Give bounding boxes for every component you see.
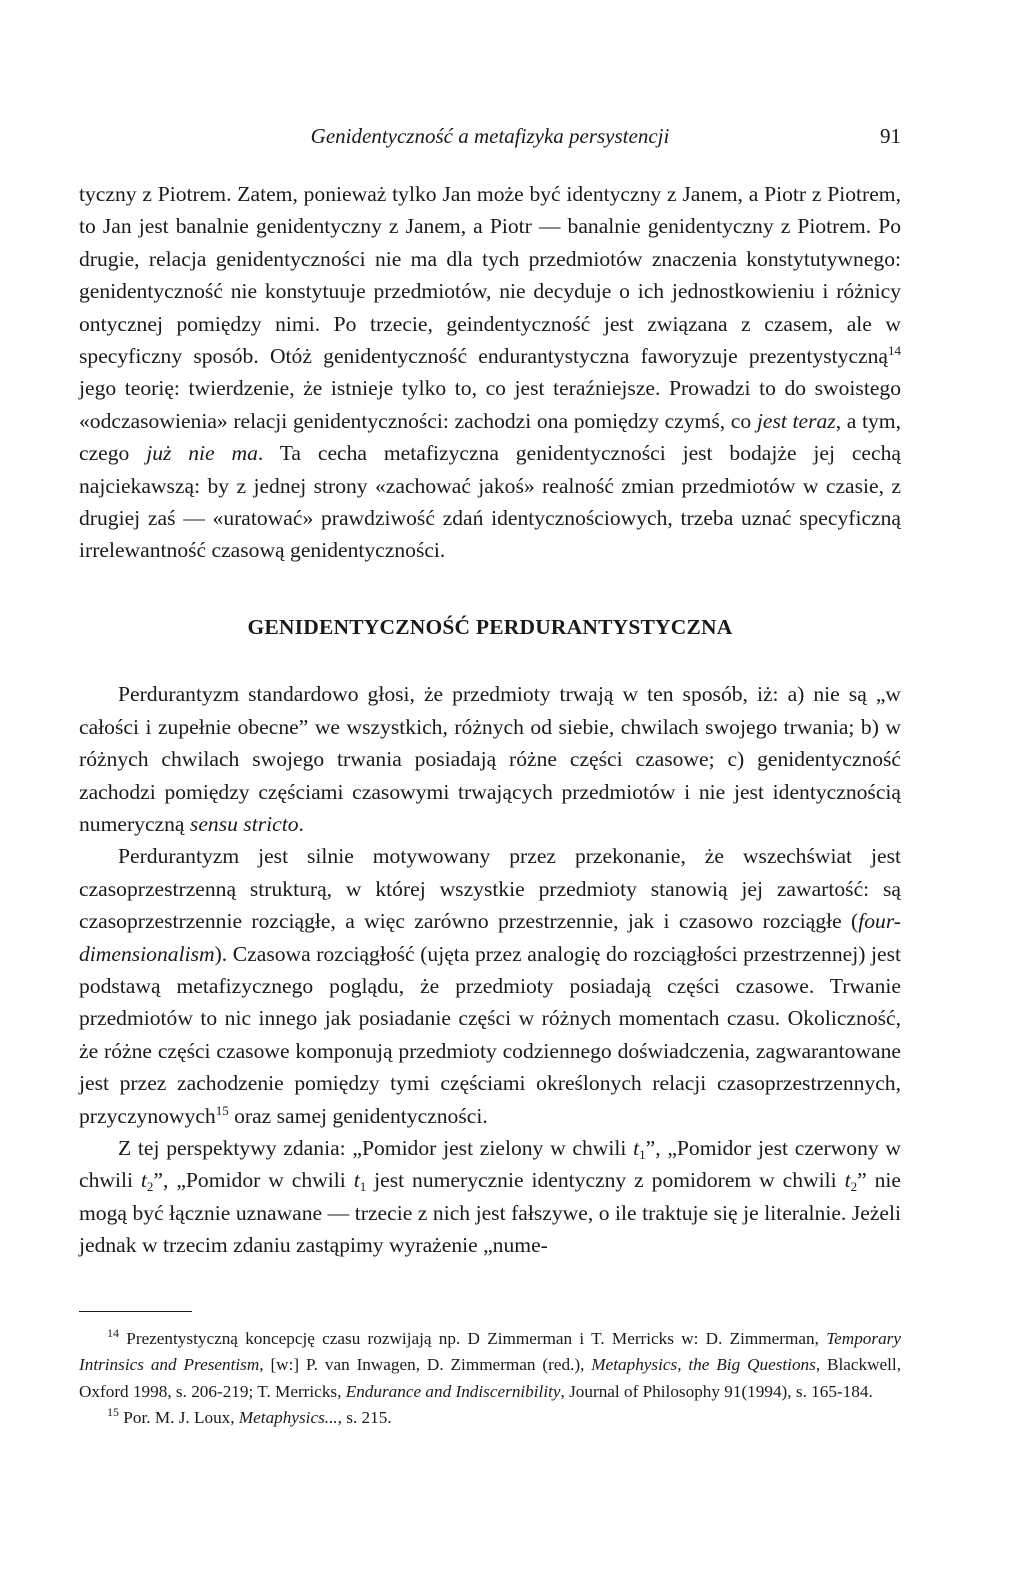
text-run: oraz samej genidentyczności. [228, 1103, 488, 1128]
emphasis: Metaphysics... [238, 1408, 338, 1428]
emphasis: four-dimensionalism [79, 909, 901, 966]
text-run: jego teorię: twierdzenie, że istnieje tylko to, co jest teraźniejsze. Prowadzi to do swoistego «odczasowienia» relacji genidentyczności: zachodzi ona pomiędzy czymś, co [79, 376, 901, 433]
paragraph-tomato-example [79, 1132, 901, 1262]
emphasis: jest teraz [756, 408, 836, 433]
running-head [79, 118, 901, 158]
text-run: tyczny z Piotrem. Zatem, ponieważ tylko Jan może być identyczny z Janem, a Piotr z Piotrem, to Jan jest banalnie genidentyczny z Janem, a Piotr — banalnie genidentyczny z Piotrem. Po drugie, relacja genidentyczności nie ma dla tych przedmiotów znaczenia konstytutywnego: genidentyczność nie konstytuuje przedmiotów, nie decyduje o ich jednostkowieniu i różnicy ontycznej pomiędzy nimi. Po trzecie, geindentyczność jest związana z czasem, ale w specyficzny sposób. Otóż genidentyczność endurantystyczna faworyzuje prezentystyczną [79, 182, 901, 369]
text-run: , s. 215. [337, 1408, 392, 1428]
variable-t: t [633, 1135, 640, 1160]
emphasis: Temporary Intrinsics and Presentism [79, 1328, 901, 1375]
subscript: 1 [639, 1146, 646, 1162]
text-run: , [w:] P. van Inwagen, D. Zimmerman (red.), [259, 1355, 592, 1375]
subscript: 2 [850, 1179, 858, 1195]
text-run: . Ta cecha metafizyczna genidentyczności jest bodajże jej cechą najciekawszą: by z jednej strony «zachować jakoś» realność zmian przedmiotów w czasie, z drugiej zaś — «uratować» prawdziwość zdań identycznościowych, trzeba uznać specyficzną irrelewantność czasową genidentyczności. [79, 441, 901, 563]
variable-t: t [353, 1168, 360, 1193]
text-run: ” nie mogą być łącznie uznawane — trzecie z nich jest fałszywe, o ile traktuje się je literalnie. Jeżeli jednak w trzecim zdaniu zastąpimy wyrażenie „nume- [79, 1168, 901, 1258]
footnote-14 [79, 1326, 901, 1406]
text-run: . [298, 811, 304, 836]
emphasis: sensu stricto [189, 811, 299, 836]
running-title: Genidentyczność a metafizyka persystencji [310, 124, 670, 148]
footnote-number: 15 [107, 1405, 119, 1420]
emphasis: Metaphysics, the Big Questions [591, 1355, 816, 1375]
subscript: 2 [146, 1179, 154, 1195]
emphasis: Endurance and Indiscernibility [345, 1381, 561, 1401]
paragraph-perdurantism-motivation [79, 840, 901, 1132]
footnote-15 [79, 1405, 901, 1432]
text-run: Por. M. J. Loux, [119, 1408, 239, 1428]
section-heading: GENIDENTYCZNOŚĆ PERDURANTYSTYCZNA [247, 614, 733, 639]
footnotes [79, 1326, 901, 1432]
footnote-ref-15: 15 [215, 1102, 229, 1118]
body-text [79, 178, 901, 1262]
emphasis: już nie ma [146, 441, 258, 466]
text-run: ”, „Pomidor jest czerwony w chwili [79, 1135, 901, 1193]
page-number: 91 [880, 124, 901, 148]
variable-t: t [140, 1168, 147, 1193]
text-run: Prezentystyczną koncepcję czasu rozwijają np. D Zimmerman i T. Merricks w: D. Zimmerman, [119, 1328, 827, 1348]
text-run: , a tym, czego [79, 408, 902, 466]
variable-t: t [844, 1168, 851, 1193]
text-run: ”, „Pomidor w chwili [153, 1168, 354, 1193]
footnote-ref-14: 14 [888, 343, 901, 359]
text-run: Perdurantyzm standardowo głosi, że przedmioty trwają w ten sposób, iż: a) nie są „w całości i zupełnie obecne” we wszystkich, różnych od siebie, chwilach swojego trwania; b) w różnych chwilach swojego trwania posiadają różne części czasowe; c) genidentyczność zachodzi pomiędzy częściami czasowymi trwających przedmiotów i nie jest identycznością numeryczną [79, 682, 901, 836]
subscript: 1 [359, 1179, 367, 1195]
text-run: ). Czasowa rozciągłość (ujęta przez analogię do rozciągłości przestrzennej) jest podstawą metafizycznego poglądu, że przedmioty posiadają części czasowe. Trwanie przedmiotów to nic innego jak posiadanie części w różnych momentach czasu. Okoliczność, że różne części czasowe komponują przedmioty codziennego doświadczenia, zagwarantowane jest przez zachodzenie pomiędzy tymi częściami określonych relacji czasoprzestrzennych, przyczynowych [79, 941, 901, 1128]
text-run: Z tej perspektywy zdania: „Pomidor jest zielony w chwili [118, 1135, 634, 1160]
paragraph-continued [79, 178, 901, 567]
text-run: , Blackwell, Oxford 1998, s. 206-219; T. Merricks, [79, 1355, 902, 1401]
page [79, 118, 901, 1432]
text-run: Perdurantyzm jest silnie motywowany przez przekonanie, że wszechświat jest czasoprzestrzenną strukturą, w której wszystkie przedmioty stanowią jej zawartość: są czasoprzestrzennie rozciągłe, a więc zarówno przestrzennie, jak i czasowo rozciągłe ( [79, 844, 901, 934]
text-run: , Journal of Philosophy 91(1994), s. 165-184. [560, 1381, 873, 1401]
footnote-divider [79, 1311, 192, 1312]
text-run: jest numerycznie identyczny z pomidorem w chwili [366, 1168, 845, 1193]
paragraph-perdurantism-definition [79, 678, 901, 840]
footnote-number: 14 [107, 1325, 119, 1340]
